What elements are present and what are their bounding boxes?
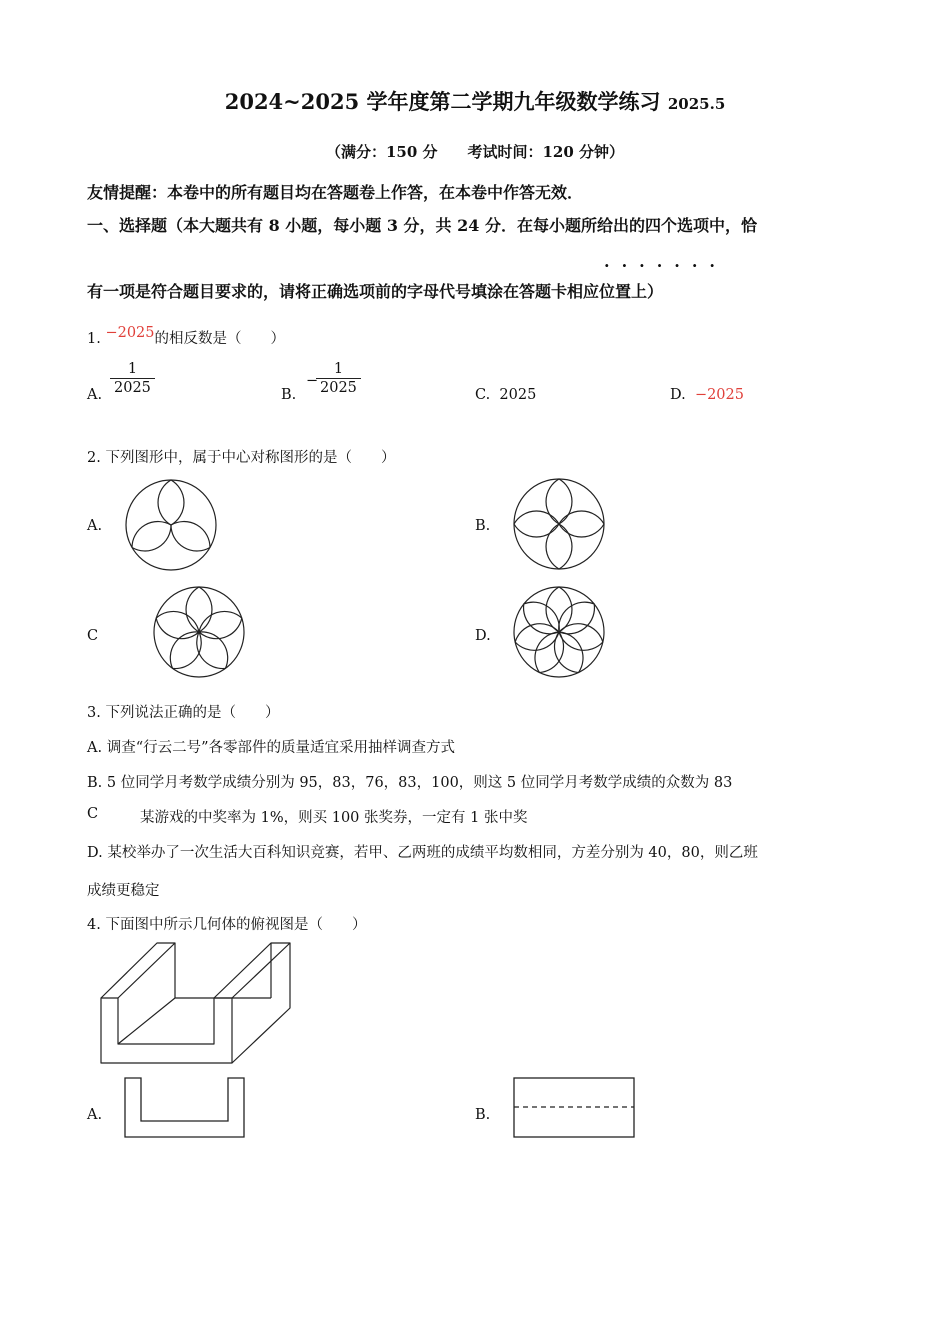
title-version: 2025.5 xyxy=(667,95,726,113)
question-4-stem: 4. 下面图中所示几何体的俯视图是（ ） xyxy=(87,917,367,933)
section1-heading-line2: 有一项是符合题目要求的，请将正确选项前的字母代号填涂在答题卡相应位置上） xyxy=(87,282,664,301)
q4-option-b-label: B. xyxy=(475,1107,491,1123)
q3-option-c: 某游戏的中奖率为 1%，则买 100 张奖券，一定有 1 张中奖 xyxy=(140,810,528,826)
q2-option-b-figure xyxy=(513,478,605,570)
section1-heading-line1: 一、选择题（本大题共有 8 小题，每小题 3 分，共 24 分．在每小题所给出的四个选项中，恰 xyxy=(87,216,757,235)
q1-option-d xyxy=(670,387,744,403)
exam-info: （满分：150 分 考试时间：120 分钟） xyxy=(325,143,625,161)
q1-a-denominator: 2025 xyxy=(110,378,155,397)
q2-option-c-figure xyxy=(153,586,245,678)
q4-option-a-label: A. xyxy=(87,1107,103,1123)
q1-option-d-text: −2025 xyxy=(694,387,744,403)
q3-option-b: B. 5 位同学月考数学成绩分别为 95，83，76，83，100，则这 5 位同学月考数学成绩的众数为 83 xyxy=(87,775,733,791)
q4-option-b-figure xyxy=(513,1077,636,1139)
q1-option-a-label: A. xyxy=(87,387,103,403)
q4-option-a-figure xyxy=(124,1077,246,1139)
question-1-number: 1. xyxy=(87,331,101,347)
q3-option-d-line1: D. 某校举办了一次生活大百科知识竞赛，若甲、乙两班的成绩平均数相同，方差分别为 40，80，则乙班 xyxy=(87,845,758,861)
q4-solid-figure xyxy=(95,940,305,1070)
q3-option-d-line2: 成绩更稳定 xyxy=(87,883,160,899)
q1-b-numerator: 1 xyxy=(333,361,344,377)
q1-option-a-fraction xyxy=(110,360,155,397)
title-text: 2024~2025 学年度第二学期九年级数学练习 xyxy=(224,89,661,114)
q1-option-b-fraction xyxy=(316,360,361,397)
q2-option-a-figure xyxy=(125,479,217,571)
q3-option-c-label: C xyxy=(87,806,99,822)
q3-option-a: A. 调查“行云二号”各零部件的质量适宜采用抽样调查方式 xyxy=(87,740,456,756)
q1-option-b-label: B. xyxy=(281,387,297,403)
question-3-stem: 3. 下列说法正确的是（ ） xyxy=(87,705,280,721)
q1-option-c-label: C. xyxy=(475,387,491,403)
page-title xyxy=(0,86,950,116)
q1-a-numerator: 1 xyxy=(127,361,138,377)
q1-b-denominator: 2025 xyxy=(316,378,361,397)
question-1-stem xyxy=(87,327,285,348)
emphasis-dots: ······· xyxy=(604,256,727,275)
question-1-expression: −2025 xyxy=(105,325,155,341)
q1-option-c-text: 2025 xyxy=(499,387,537,403)
q1-option-d-label: D. xyxy=(670,387,686,403)
question-2-stem: 2. 下列图形中，属于中心对称图形的是（ ） xyxy=(87,450,396,466)
three-petal-flower xyxy=(126,480,217,559)
q2-option-a-label: A. xyxy=(87,518,103,534)
q2-option-d-figure xyxy=(513,586,605,678)
q2-option-c-label: C xyxy=(87,628,99,644)
q1-option-b-sign: − xyxy=(306,373,319,389)
question-1-text: 的相反数是（ ） xyxy=(154,331,286,347)
q2-option-b-label: B. xyxy=(475,518,491,534)
q2-option-d-label: D. xyxy=(475,628,491,644)
q1-option-c xyxy=(475,387,536,403)
reminder: 友情提醒：本卷中的所有题目均在答题卷上作答，在本卷中作答无效． xyxy=(87,183,584,202)
